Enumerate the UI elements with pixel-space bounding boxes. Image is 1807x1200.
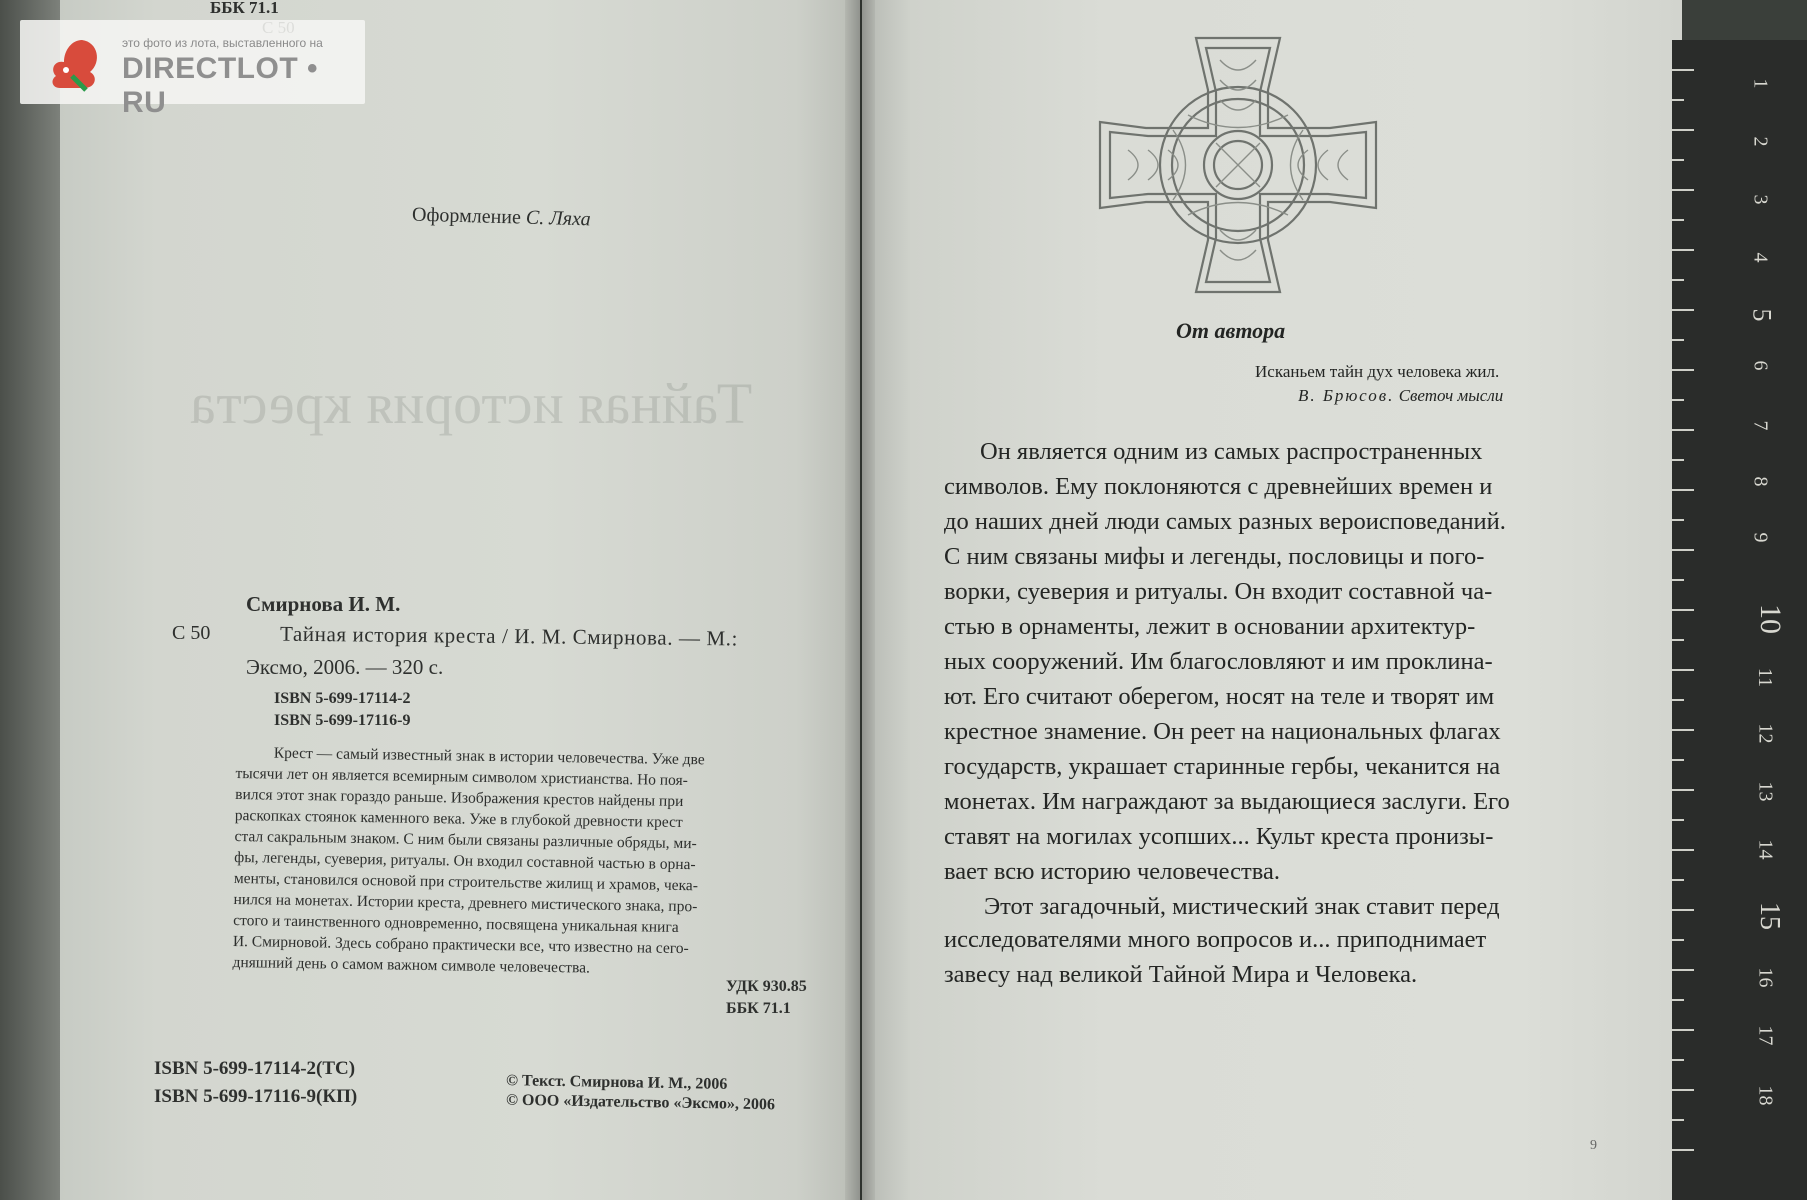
annotation-line: тысячи лет он является всемирным символом христианства. Но поя- <box>235 764 689 790</box>
isbn-1: ISBN 5-699-17114-2 <box>274 690 411 707</box>
epigraph-source: Светоч мысли <box>1398 386 1504 405</box>
annotation-line: стого и таинственного одновременно, посвящена уникальная книга <box>233 911 679 936</box>
annotation-line: раскопках стоянок каменного века. Уже в глубокой древности крест <box>234 806 683 832</box>
ruler-number: 1 <box>1749 78 1772 89</box>
bbk-top: ББК 71.1 <box>210 0 279 17</box>
body-line: ворки, суеверия и ритуалы. Он входит составной ча- <box>944 578 1493 605</box>
body-line: С ним связаны мифы и легенды, пословицы и пого- <box>944 543 1485 570</box>
design-label: Оформление <box>411 203 522 229</box>
body-line: ных сооружений. Им благословляют и им проклина- <box>944 648 1493 675</box>
ruler-number: 9 <box>1749 532 1772 543</box>
left-page <box>60 0 860 1200</box>
table-edge <box>0 0 60 1200</box>
ruler-number: 2 <box>1749 136 1772 147</box>
bib-line-2: Эксмо, 2006. — 320 с. <box>246 655 444 679</box>
ruler-number: 10 <box>1754 604 1787 634</box>
copyright-text: © Текст. Смирнова И. М., 2006 <box>505 1072 728 1093</box>
section-heading: От автора <box>1176 318 1286 343</box>
page-number: 9 <box>1590 1138 1597 1153</box>
annotation-line: менты, становился основой при строительстве жилищ и храмов, чека- <box>233 869 699 895</box>
ruler-number: 16 <box>1754 967 1777 988</box>
body-line: государств, украшает старинные гербы, чеканится на <box>944 753 1501 780</box>
book-gutter <box>845 0 875 1200</box>
body-line: ставят на могилах усопших... Культ креста пронизы- <box>944 823 1494 850</box>
isbn-tc: ISBN 5-699-17114-2(ТС) <box>154 1058 356 1079</box>
body-line: завесу над великой Тайной Мира и Человека. <box>944 961 1418 988</box>
annotation-line: И. Смирновой. Здесь собрано практически все, что известно на сего- <box>232 932 689 958</box>
body-line: символов. Ему поклоняются с древнейших времен и <box>944 473 1493 500</box>
body-line: крестное знамение. Он реет на национальных флагах <box>944 718 1501 745</box>
watermark <box>20 20 365 119</box>
body-line: монетах. Им награждают за выдающиеся заслуги. Его <box>944 788 1510 815</box>
ruler-number: 8 <box>1749 476 1772 487</box>
squirrel-logo-icon <box>42 32 104 94</box>
body-line: Этот загадочный, мистический знак ставит перед <box>984 893 1500 920</box>
epigraph-quote: Исканьем тайн дух человека жил. <box>1255 362 1500 381</box>
watermark-brand: DIRECTLOT • RU <box>122 52 318 119</box>
body-line: до наших дней люди самых разных вероисповеданий. <box>944 508 1506 535</box>
ruler-number: 6 <box>1749 360 1772 371</box>
ruler-number: 18 <box>1754 1085 1777 1106</box>
ruler-number: 12 <box>1754 723 1777 744</box>
annotation-line: стал сакральным знаком. С ним были связаны различные обряды, ми- <box>234 827 697 853</box>
body-line: Он является одним из самых распространенных <box>980 438 1483 465</box>
udk: УДК 930.85 <box>726 978 807 995</box>
bleed-through-title: Тайная история креста <box>190 371 753 436</box>
ruler-number: 5 <box>1747 308 1777 322</box>
ruler-number: 11 <box>1754 667 1777 688</box>
design-credit <box>412 204 591 232</box>
body-line: вает всю историю человечества. <box>944 858 1280 885</box>
ruler-number: 14 <box>1754 839 1777 860</box>
bib-line-1: Тайная история креста / И. М. Смирнова. — М.: <box>279 621 739 651</box>
watermark-caption: это фото из лота, выставленного на <box>122 36 323 50</box>
ruler-number: 3 <box>1749 194 1772 205</box>
copyright-publisher: © ООО «Издательство «Эксмо», 2006 <box>505 1091 776 1114</box>
bbk: ББК 71.1 <box>726 1000 791 1017</box>
body-line: стью в орнаменты, лежит в основании архитектур- <box>944 613 1476 640</box>
body-line: исследователями много вопросов и... приподнимает <box>944 926 1487 953</box>
annotation-line: нился на монетах. Истории креста, древнего мистического знака, про- <box>233 890 698 916</box>
ruler-number: 15 <box>1754 902 1785 930</box>
body-line: ют. Его считают оберегом, носят на теле и творят им <box>944 683 1495 710</box>
annotation-line: вился этот знак гораздо раньше. Изображения крестов найдены при <box>235 785 684 811</box>
annotation-line: дняшний день о самом важном символе человечества. <box>232 953 591 977</box>
isbn-kp: ISBN 5-699-17116-9(КП) <box>154 1086 358 1107</box>
isbn-2: ISBN 5-699-17116-9 <box>274 712 411 729</box>
epigraph-author: В. Брюсов. <box>1298 386 1395 405</box>
ruler-number: 4 <box>1749 252 1772 263</box>
annotation-line: фы, легенды, суеверия, ритуалы. Он входил составной частью в орна- <box>234 848 696 874</box>
celtic-cross-illustration <box>1088 30 1388 300</box>
ruler-number: 13 <box>1754 781 1777 802</box>
designer-name: С. Ляха <box>525 206 591 231</box>
catalog-code: С 50 <box>172 622 211 644</box>
annotation-line: Крест — самый известный знак в истории человечества. Уже две <box>273 744 705 769</box>
ruler-number: 7 <box>1749 420 1772 431</box>
epigraph-attribution <box>1298 386 1503 406</box>
ruler-number: 17 <box>1754 1025 1777 1046</box>
author-name: Смирнова И. М. <box>246 592 401 616</box>
